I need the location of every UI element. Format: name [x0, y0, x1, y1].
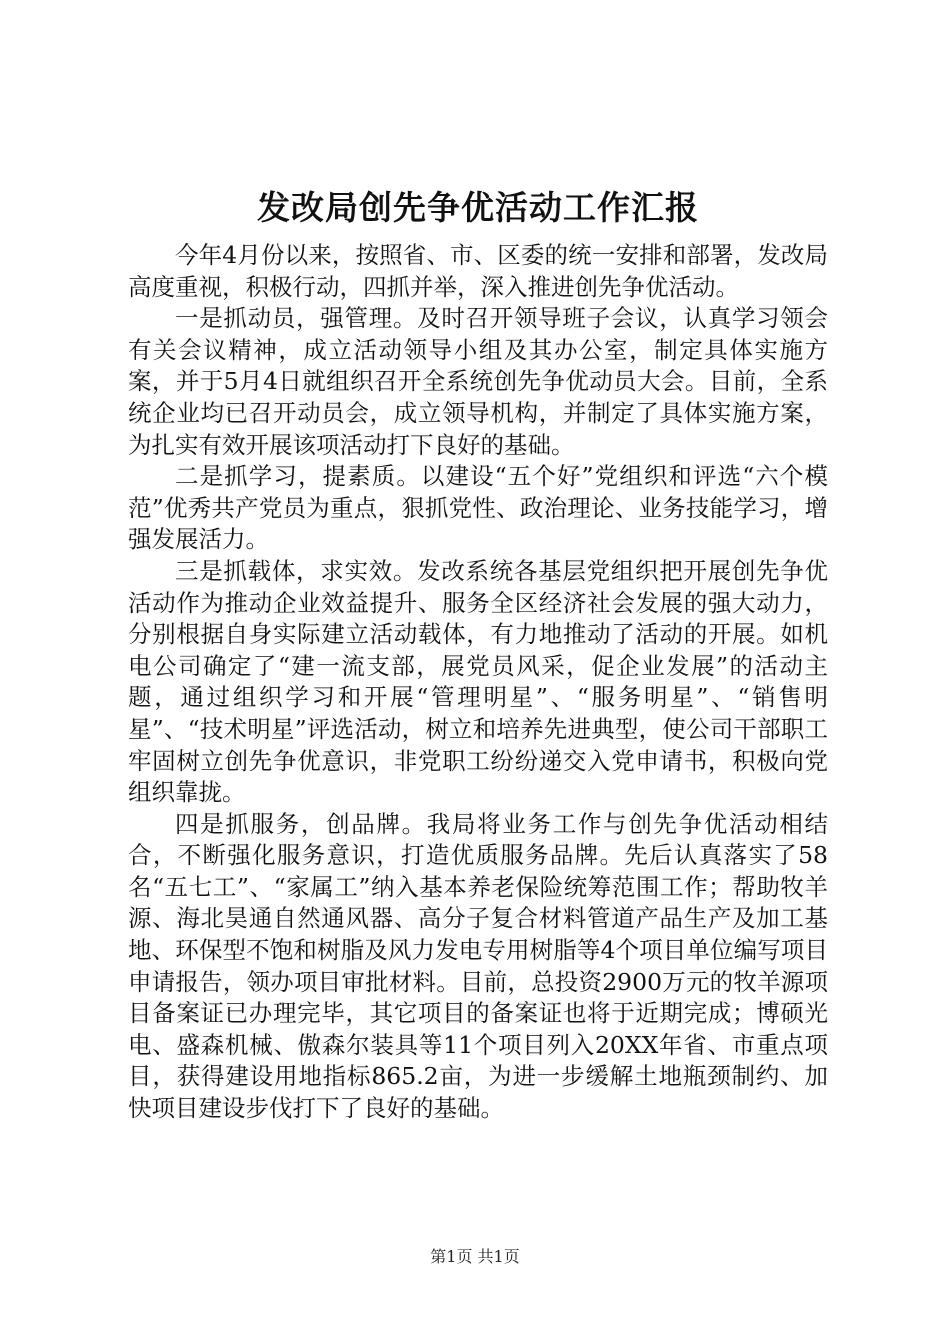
- document-page: [128, 180, 828, 1125]
- page-number-footer: 第1页 共1页: [430, 1247, 520, 1266]
- paragraph-carrier: 三是抓载体，求实效。发改系统各基层党组织把开展创先争优活动作为推动企业效益提升、服务全区经济社会发展的强大动力，分别根据自身实际建立活动载体，有力地推动了活动的开展。如机电公司确定了“建一流支部，展党员风采，促企业发展”的活动主题，通过组织学习和开展“管理明星”、“服务明星”、“销售明星”、“技术明星”评选活动，树立和培养先进典型，使公司干部职工牢固树立创先争优意识，非党职工纷纷递交入党申请书，积极向党组织靠拢。: [128, 556, 828, 807]
- intro-paragraph: 今年4月份以来，按照省、市、区委的统一安排和部署，发改局高度重视，积极行动，四抓并举，深入推进创先争优活动。: [128, 241, 828, 301]
- paragraph-study: 二是抓学习，提素质。以建设“五个好”党组织和评选“六个模范”优秀共产党员为重点，狠抓党性、政治理论、业务技能学习，增强发展活力。: [128, 462, 828, 554]
- document-title: 发改局创先争优活动工作汇报: [257, 188, 699, 227]
- paragraph-service: 四是抓服务，创品牌。我局将业务工作与创先争优活动相结合，不断强化服务意识，打造优质服务品牌。先后认真落实了58名“五七工”、“家属工”纳入基本养老保险统筹范围工作；帮助牧羊源、海北昊通自然通风器、高分子复合材料管道产品生产及加工基地、环保型不饱和树脂及风力发电专用树脂等4个项目单位编写项目申请报告，领办项目审批材料。目前，总投资2900万元的牧羊源项目备案证已办理完毕，其它项目的备案证也将于近期完成；博硕光电、盛森机械、傲森尔装具等11个项目列入20XX年省、市重点项目，获得建设用地指标865.2亩，为进一步缓解土地瓶颈制约、加快项目建设步伐打下了良好的基础。: [128, 809, 828, 1123]
- paragraph-mobilization: 一是抓动员，强管理。及时召开领导班子会议，认真学习领会有关会议精神，成立活动领导小组及其办公室，制定具体实施方案，并于5月4日就组织召开全系统创先争优动员大会。目前，全系统企业均已召开动员会，成立领导机构，并制定了具体实施方案，为扎实有效开展该项活动打下良好的基础。: [128, 304, 828, 459]
